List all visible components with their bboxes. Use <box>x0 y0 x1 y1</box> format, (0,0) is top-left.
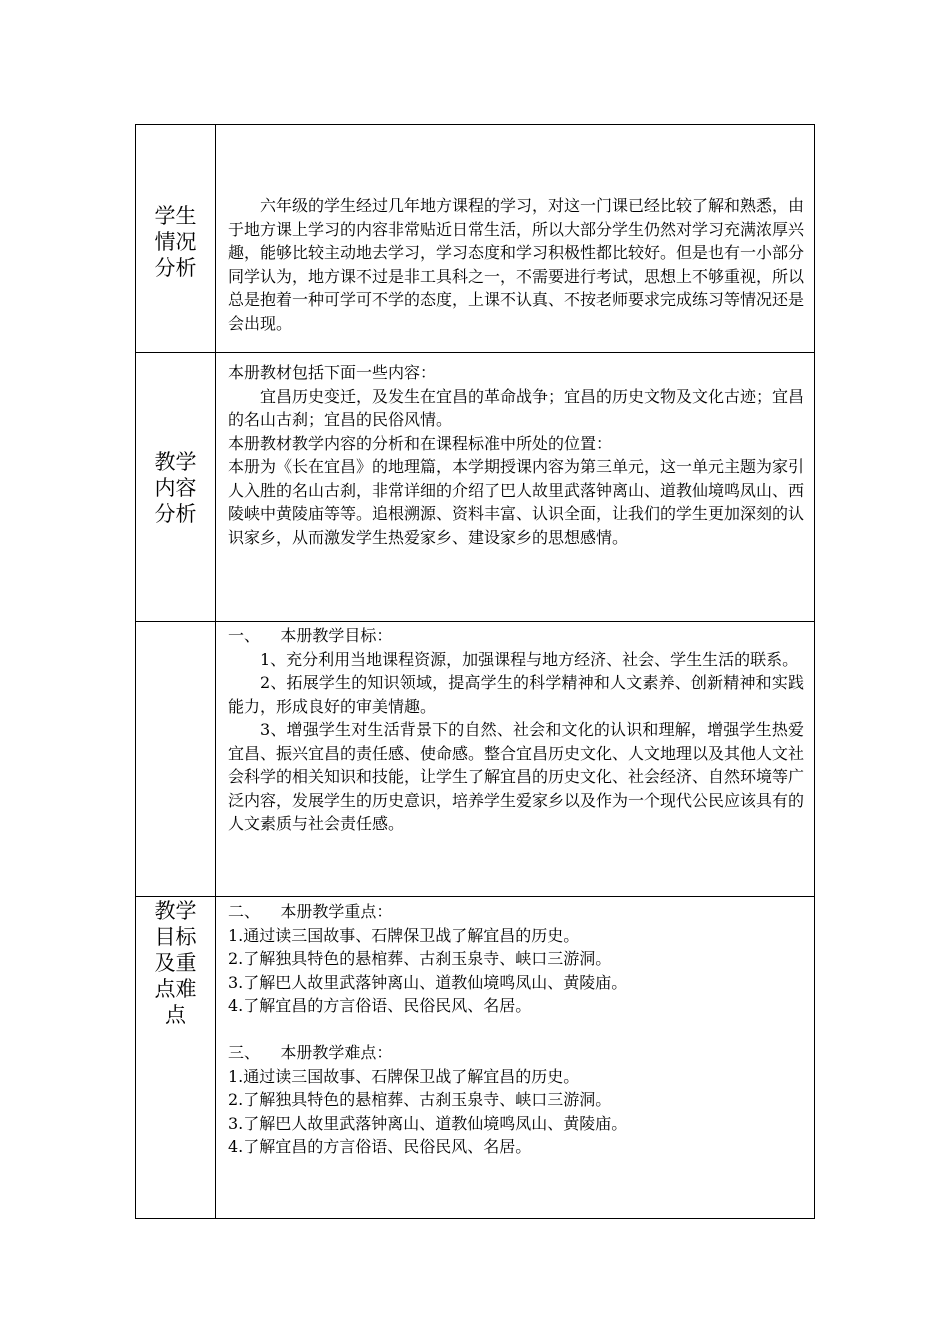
content-position-text: 本册为《长在宜昌》的地理篇，本学期授课内容为第三单元，这一单元主题为家引人入胜的名山古刹，非常详细的介绍了巴人故里武落钟离山、道教仙境鸣凤山、西陵峡中黄陵庙等等。追根溯源、资料丰富、认识全面，让我们的学生更加深刻的认识家乡，从而激发学生热爱家乡、建设家乡的思想感情。 <box>228 457 805 547</box>
label-cell <box>136 622 216 897</box>
goals-heading: 一、 本册教学目标： <box>228 626 393 645</box>
key-point-item: 1.通过读三国故事、石牌保卫战了解宜昌的历史。 <box>228 925 580 945</box>
difficulty-heading: 三、 本册教学难点： <box>228 1043 393 1062</box>
goals-row <box>136 622 815 897</box>
content-list: 宜昌历史变迁，及发生在宜昌的革命战争；宜昌的历史文物及文化古迹；宜昌的名山古刹；宜昌的民俗风情。 <box>228 386 805 429</box>
lesson-plan-table <box>135 124 815 1219</box>
label-cell <box>136 125 216 353</box>
row-label-student: 学生情况分析 <box>154 204 197 280</box>
difficulty-item: 4.了解宜昌的方言俗语、民俗民风、名居。 <box>228 1137 532 1156</box>
content-intro: 本册教材包括下面一些内容： <box>228 363 437 382</box>
row-label-content: 教学内容分析 <box>154 450 197 526</box>
student-analysis-text: 六年级的学生经过几年地方课程的学习，对这一门课已经比较了解和熟悉，由于地方课上学习的内容非常贴近日常生活，所以大部分学生仍然对学习充满浓厚兴趣，能够比较主动地去学习，学习态度和学习积极性都比较好。但是也有一小部分同学认为，地方课不过是非工具科之一，不需要进行考试，思想上不够重视，所以总是抱着一种可学可不学的态度，上课不认真、不按老师要求完成练习等情况还是会出现。 <box>228 196 805 333</box>
key-point-item: 4.了解宜昌的方言俗语、民俗民风、名居。 <box>228 996 532 1015</box>
row-label-goals: 教学目标及重点难点 <box>154 899 197 1027</box>
content-cell <box>216 897 815 1219</box>
label-cell <box>136 353 216 622</box>
content-cell <box>216 125 815 353</box>
content-cell <box>216 622 815 897</box>
goal-item: 3、增强学生对生活背景下的自然、社会和文化的认识和理解，增强学生热爱宜昌、振兴宜昌的责任感、使命感。整合宜昌历史文化、人文地理以及其他人文社会科学的相关知识和技能，让学生了解宜昌的历史文化、社会经济、自然环境等广泛内容，发展学生的历史意识，培养学生爱家乡以及作为一个现代公民应该具有的人文素质与社会责任感。 <box>228 720 805 833</box>
difficulty-item: 1.通过读三国故事、石牌保卫战了解宜昌的历史。 <box>228 1066 580 1086</box>
difficulty-item: 3.了解巴人故里武落钟离山、道教仙境鸣凤山、黄陵庙。 <box>228 1113 628 1133</box>
content-analysis-row <box>136 353 815 622</box>
goal-item: 1、充分利用当地课程资源，加强课程与地方经济、社会、学生生活的联系。 <box>260 649 799 669</box>
goal-item: 2、拓展学生的知识领域，提高学生的科学精神和人文素养、创新精神和实践能力，形成良好的审美情趣。 <box>228 673 804 716</box>
key-point-item: 2.了解独具特色的悬棺葬、古刹玉泉寺、峡口三游洞。 <box>228 949 612 968</box>
difficulty-item: 2.了解独具特色的悬棺葬、古刹玉泉寺、峡口三游洞。 <box>228 1090 612 1109</box>
content-position-heading: 本册教材教学内容的分析和在课程标准中所处的位置： <box>228 433 613 453</box>
content-cell <box>216 353 815 622</box>
keys-row <box>136 897 815 1219</box>
key-points-heading: 二、 本册教学重点： <box>228 902 393 921</box>
key-point-item: 3.了解巴人故里武落钟离山、道教仙境鸣凤山、黄陵庙。 <box>228 972 628 992</box>
label-cell <box>136 897 216 1219</box>
student-analysis-row <box>136 125 815 353</box>
